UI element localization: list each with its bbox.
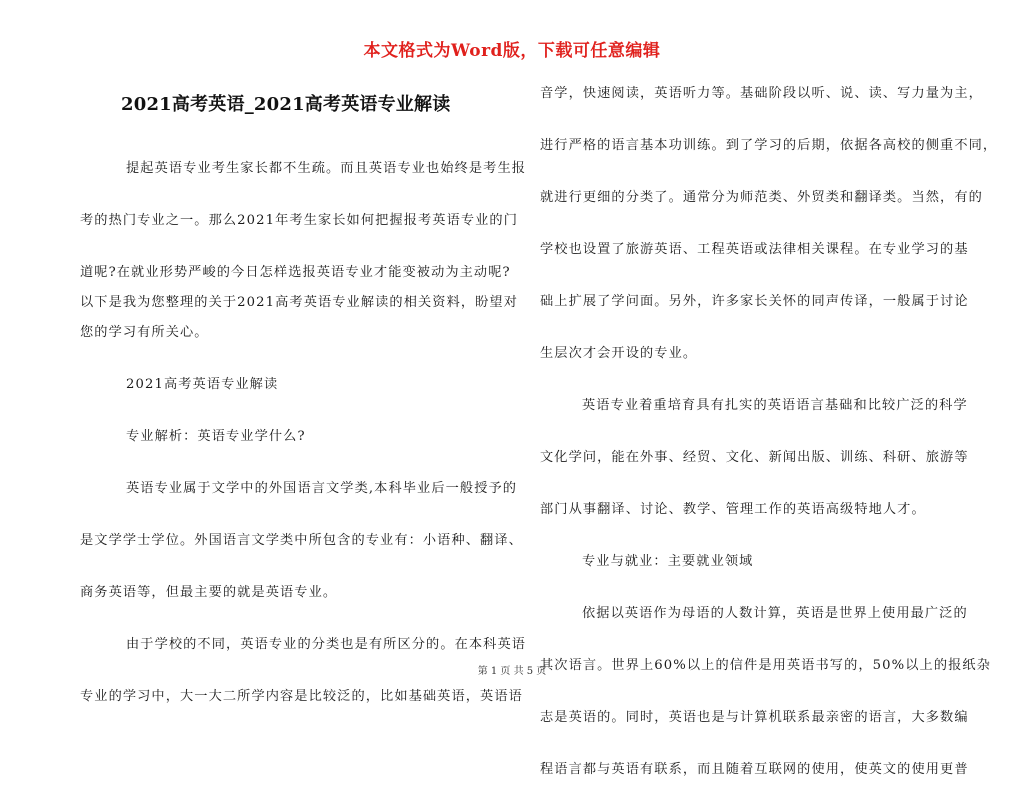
text-line: 考的热门专业之一。那么2021年考生家长如何把握报考英语专业的门 — [80, 213, 519, 228]
paragraph-gap — [540, 629, 960, 651]
text-line: 由于学校的不同，英语专业的分类也是有所区分的。在本科英语 — [126, 637, 527, 652]
text-line: 英语专业属于文学中的外国语言文学类,本科毕业后一般授予的 — [126, 481, 518, 496]
paragraph-gap — [540, 733, 960, 755]
text-line: 专业解析：英语专业学什么? — [126, 429, 306, 444]
text-line: 您的学习有所关心。 — [80, 325, 209, 340]
text-line: 是文学学士学位。外国语言文学类中所包含的专业有：小语种、翻译、 — [80, 533, 523, 548]
text-line: 其次语言。世界上60%以上的信件是用英语书写的，50%以上的报纸杂 — [540, 658, 991, 673]
paragraph-gap — [80, 400, 520, 422]
text-line: 音学，快速阅读，英语听力等。基础阶段以听、说、读、写力量为主， — [540, 86, 983, 101]
paragraph-gap — [540, 317, 960, 339]
text-line: 就进行更细的分类了。通常分为师范类、外贸类和翻译类。当然，有的 — [540, 190, 983, 205]
text-line: 英语专业着重培育具有扎实的英语语言基础和比较广泛的科学 — [582, 398, 968, 413]
paragraph-gap — [540, 525, 960, 547]
text-line: 专业与就业：主要就业领域 — [582, 554, 754, 569]
text-line: 进行严格的语言基本功训练。到了学习的后期，依据各高校的侧重不同， — [540, 138, 998, 153]
paragraph-gap — [540, 369, 960, 391]
right-column — [540, 79, 998, 785]
text-line: 志是英语的。同时，英语也是与计算机联系最亲密的语言，大多数编 — [540, 710, 969, 725]
paragraph-gap — [540, 213, 960, 235]
text-line: 学校也设置了旅游英语、工程英语或法律相关课程。在专业学习的基 — [540, 242, 969, 257]
text-line: 商务英语等，但最主要的就是英语专业。 — [80, 585, 338, 600]
text-line: 础上扩展了学问面。另外，许多家长关怀的同声传译，一般属于讨论 — [540, 294, 969, 309]
text-line: 专业的学习中，大一大二所学内容是比较泛的，比如基础英语，英语语 — [80, 689, 523, 704]
text-line: 提起英语专业考生家长都不生疏。而且英语专业也始终是考生报 — [126, 161, 527, 176]
paragraph-gap — [540, 161, 960, 183]
paragraph-gap — [540, 265, 960, 287]
download-banner: 本文格式为Word版，下载可任意编辑 — [363, 41, 661, 61]
text-line: 程语言都与英语有联系，而且随着互联网的使用，使英文的使用更普 — [540, 762, 969, 777]
paragraph-gap — [540, 577, 960, 599]
paragraph-gap — [80, 236, 520, 258]
page-footer: 第 1 页 共 5 页 — [477, 666, 547, 677]
paragraph-gap — [80, 452, 520, 474]
text-line: 部门从事翻译、讨论、教学、管理工作的英语高级特地人才。 — [540, 502, 926, 517]
text-line: 以下是我为您整理的关于2021高考英语专业解读的相关资料，盼望对 — [80, 295, 519, 310]
document-title: 2021高考英语_2021高考英语专业解读 — [121, 94, 451, 115]
text-line: 2021高考英语专业解读 — [126, 377, 279, 392]
text-line: 道呢?在就业形势严峻的今日怎样选报英语专业才能变被动为主动呢? — [80, 265, 511, 280]
paragraph-gap — [80, 348, 520, 370]
paragraph-gap — [540, 109, 960, 131]
paragraph-gap — [80, 556, 520, 578]
paragraph-gap — [540, 421, 960, 443]
paragraph-gap — [540, 473, 960, 495]
paragraph-gap — [80, 184, 520, 206]
paragraph-gap — [80, 504, 520, 526]
left-column — [80, 154, 527, 712]
paragraph-gap — [540, 681, 960, 703]
text-line: 生层次才会开设的专业。 — [540, 346, 698, 361]
text-line: 依据以英语作为母语的人数计算，英语是世界上使用最广泛的 — [582, 606, 968, 621]
paragraph-gap — [80, 608, 520, 630]
text-line: 文化学问，能在外事、经贸、文化、新闻出版、训练、科研、旅游等 — [540, 450, 969, 465]
